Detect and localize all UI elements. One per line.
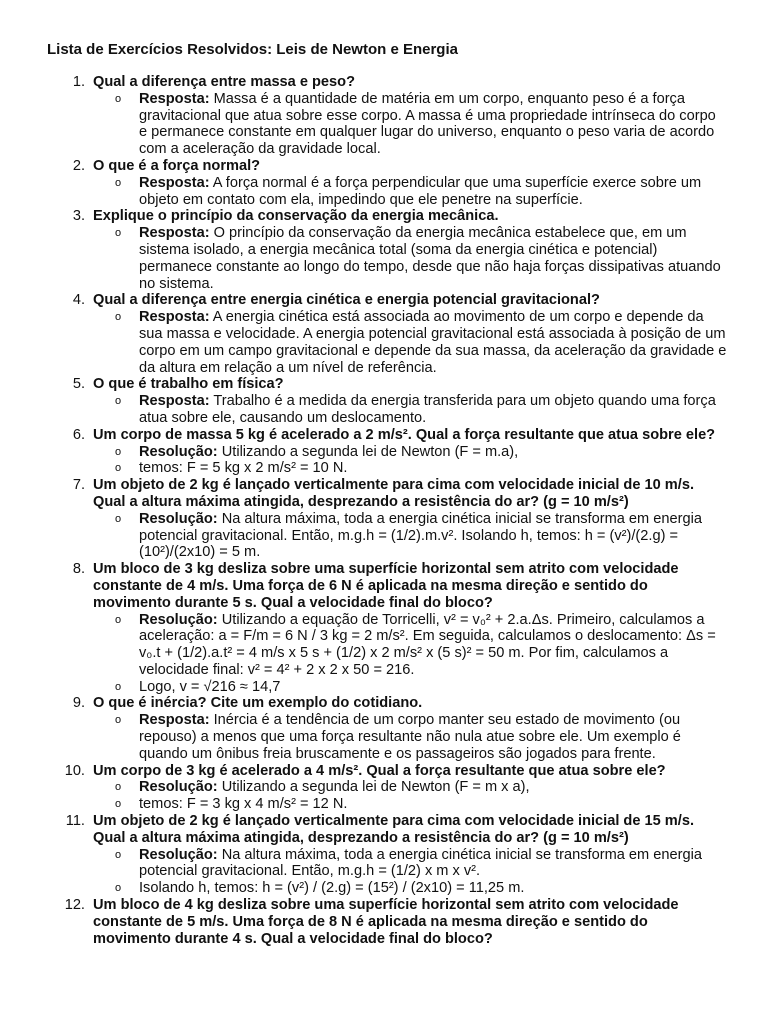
answer-list [93, 712, 727, 762]
answer-item [93, 847, 727, 881]
answer-label: Resposta: [139, 309, 210, 326]
answer-list [93, 175, 727, 209]
answer-label: Resolução: [139, 779, 218, 796]
question-item [47, 561, 727, 695]
question-text: O que é a força normal? [93, 157, 261, 174]
question-number: 5. [72, 376, 85, 393]
question-number: 8. [72, 561, 85, 578]
hollow-bullet-icon: o [115, 882, 122, 895]
hollow-bullet-icon: o [115, 92, 122, 105]
question-text: Um objeto de 2 kg é lançado verticalmente para cima com velocidade inicial de 10 m/s. Qual a altura máxima atingida, desprezando a resistência do ar? (g = 10 m/s²) [93, 477, 695, 510]
answer-text: Utilizando a segunda lei de Newton (F = m x a), [217, 779, 530, 796]
question-text: Um corpo de 3 kg é acelerado a 4 m/s². Qual a força resultante que atua sobre ele? [93, 762, 666, 779]
question-number: 3. [72, 208, 85, 225]
question-number: 10. [64, 762, 85, 779]
question-list [47, 74, 727, 947]
question-item [47, 74, 727, 158]
answer-text: Na altura máxima, toda a energia cinética inicial se transforma em energia potencial gravitacional. Então, m.g.h = (1/2).m.v². Isolando h, temos: h = (v²)/(2.g) = (10²)/(2x10) = 5 m. [139, 510, 702, 561]
question-number: 9. [72, 695, 85, 712]
question-item [47, 376, 727, 426]
question-text: Qual a diferença entre massa e peso? [93, 74, 355, 90]
answer-item [93, 779, 727, 796]
answer-item [93, 511, 727, 561]
answer-list [93, 511, 727, 561]
question-number: 1. [72, 74, 85, 90]
answer-text: Na altura máxima, toda a energia cinética inicial se transforma em energia potencial gravitacional. Então, m.g.h = (1/2) x m x v². [139, 846, 702, 880]
answer-text: O princípio da conservação da energia mecânica estabelece que, em um sistema isolado, a energia mecânica total (soma da energia cinética e potencial) permanece constante ao longo do tempo, desde que não haja forças dissipativas atuando no sistema. [139, 225, 721, 292]
answer-label: Resposta: [139, 90, 210, 107]
answer-list [93, 444, 727, 478]
hollow-bullet-icon: o [115, 227, 122, 240]
answer-item [93, 225, 727, 292]
question-item [47, 813, 727, 897]
document-title: Lista de Exercícios Resolvidos: Leis de Newton e Energia [47, 41, 458, 58]
hollow-bullet-icon: o [115, 395, 122, 408]
answer-text: temos: F = 5 kg x 2 m/s² = 10 N. [139, 460, 348, 477]
answer-text: Massa é a quantidade de matéria em um corpo, enquanto peso é a força gravitacional que atua sobre esse corpo. A massa é uma propriedade intrínseca do corpo e permanece constante em qualquer lugar do universo, enquanto o peso varia de acordo com a aceleração da gravidade local. [139, 90, 716, 158]
answer-item [93, 393, 727, 427]
question-text: Um bloco de 4 kg desliza sobre uma superfície horizontal sem atrito com velocidade constante de 5 m/s. Uma força de 8 N é aplicada na mesma direção e sentido do movimento durante 4 s. Qual a velocidade final do bloco? [93, 897, 679, 947]
answer-text: Inércia é a tendência de um corpo manter seu estado de movimento (ou repouso) a menos que uma força resultante não nula atue sobre ele. Um exemplo é quando um ônibus freia bruscamente e os passageiros são jogados para frente. [139, 712, 681, 762]
question-text: Um bloco de 3 kg desliza sobre uma superfície horizontal sem atrito com velocidade constante de 4 m/s. Uma força de 6 N é aplicada na mesma direção e sentido do movimento durante 5 s. Qual a velocidade final do bloco? [93, 561, 679, 611]
answer-list [93, 309, 727, 376]
answer-list [93, 225, 727, 292]
question-number: 2. [72, 157, 85, 174]
answer-text: Utilizando a equação de Torricelli, v² = v₀² + 2.a.Δs. Primeiro, calculamos a aceleração: a = F/m = 6 N / 3 kg = 2 m/s². Em seguida, calculamos o deslocamento: Δs = v₀.t + (1/2).a.t² = 4 m/s x 5 s + (1/2) x 2 m/s² x (5 s)² = 50 m. Por fim, calculamos a velocidade final: v² = 4² + 2 x 2 x 50 = 216. [139, 611, 716, 678]
answer-item [93, 679, 727, 696]
question-item [47, 208, 727, 292]
answer-item [93, 91, 727, 158]
answer-list [93, 847, 727, 897]
answer-item [93, 880, 727, 897]
question-number: 6. [72, 426, 85, 443]
hollow-bullet-icon: o [115, 462, 122, 475]
answer-label: Resposta: [139, 225, 210, 242]
answer-text: A força normal é a força perpendicular que uma superfície exerce sobre um objeto em contato com ela, impedindo que ele penetre na superfície. [139, 174, 702, 208]
hollow-bullet-icon: o [115, 781, 122, 794]
answer-label: Resolução: [139, 611, 218, 628]
answer-label: Resolução: [139, 443, 218, 460]
question-text: O que é inércia? Cite um exemplo do cotidiano. [93, 695, 423, 712]
question-text: Qual a diferença entre energia cinética e energia potencial gravitacional? [93, 292, 600, 309]
answer-list [93, 393, 727, 427]
answer-item [93, 796, 727, 813]
answer-text: Trabalho é a medida da energia transferida para um objeto quando uma força atua sobre ele, causando um deslocamento. [139, 393, 716, 426]
hollow-bullet-icon: o [115, 714, 122, 727]
answer-list [93, 91, 727, 158]
question-number: 7. [72, 477, 85, 494]
question-number: 11. [65, 813, 85, 830]
hollow-bullet-icon: o [115, 176, 122, 189]
answer-label: Resposta: [139, 393, 210, 410]
answer-item [93, 444, 727, 461]
hollow-bullet-icon: o [115, 848, 122, 861]
answer-item [93, 612, 727, 679]
question-number: 4. [72, 292, 85, 309]
question-item [47, 477, 727, 561]
answer-list [93, 779, 727, 813]
answer-list [93, 612, 727, 696]
question-text: Explique o princípio da conservação da energia mecânica. [93, 208, 499, 225]
answer-text: A energia cinética está associada ao movimento de um corpo e depende da sua massa e velocidade. A energia potencial gravitacional está associada à posição de um corpo em um campo gravitacional e depende da sua massa, da aceleração da gravidade e da altura em relação a um nível de referência. [139, 309, 727, 376]
question-item [47, 427, 727, 477]
question-item [47, 158, 727, 208]
hollow-bullet-icon: o [115, 680, 122, 693]
answer-item [93, 175, 727, 209]
hollow-bullet-icon: o [115, 613, 122, 626]
question-item [47, 897, 727, 947]
answer-text: Utilizando a segunda lei de Newton (F = m.a), [217, 443, 519, 460]
question-text: O que é trabalho em física? [93, 376, 284, 393]
hollow-bullet-icon: o [115, 798, 122, 811]
question-text: Um corpo de massa 5 kg é acelerado a 2 m/s². Qual a força resultante que atua sobre ele? [93, 426, 716, 443]
question-item [47, 695, 727, 762]
answer-item [93, 309, 727, 376]
answer-label: Resposta: [139, 174, 210, 191]
answer-label: Resposta: [139, 712, 210, 729]
answer-label: Resolução: [139, 846, 218, 863]
question-item [47, 292, 727, 376]
answer-text: Logo, v = √216 ≈ 14,7 [139, 678, 281, 695]
question-text: Um objeto de 2 kg é lançado verticalmente para cima com velocidade inicial de 15 m/s. Qual a altura máxima atingida, desprezando a resistência do ar? (g = 10 m/s²) [93, 813, 695, 846]
question-item [47, 763, 727, 813]
hollow-bullet-icon: o [115, 445, 122, 458]
answer-label: Resolução: [139, 510, 218, 527]
question-number: 12. [64, 897, 85, 914]
hollow-bullet-icon: o [115, 512, 122, 525]
answer-item [93, 460, 727, 477]
answer-text: Isolando h, temos: h = (v²) / (2.g) = (15²) / (2x10) = 11,25 m. [139, 880, 525, 897]
hollow-bullet-icon: o [115, 311, 122, 324]
answer-item [93, 712, 727, 762]
answer-text: temos: F = 3 kg x 4 m/s² = 12 N. [139, 796, 348, 813]
